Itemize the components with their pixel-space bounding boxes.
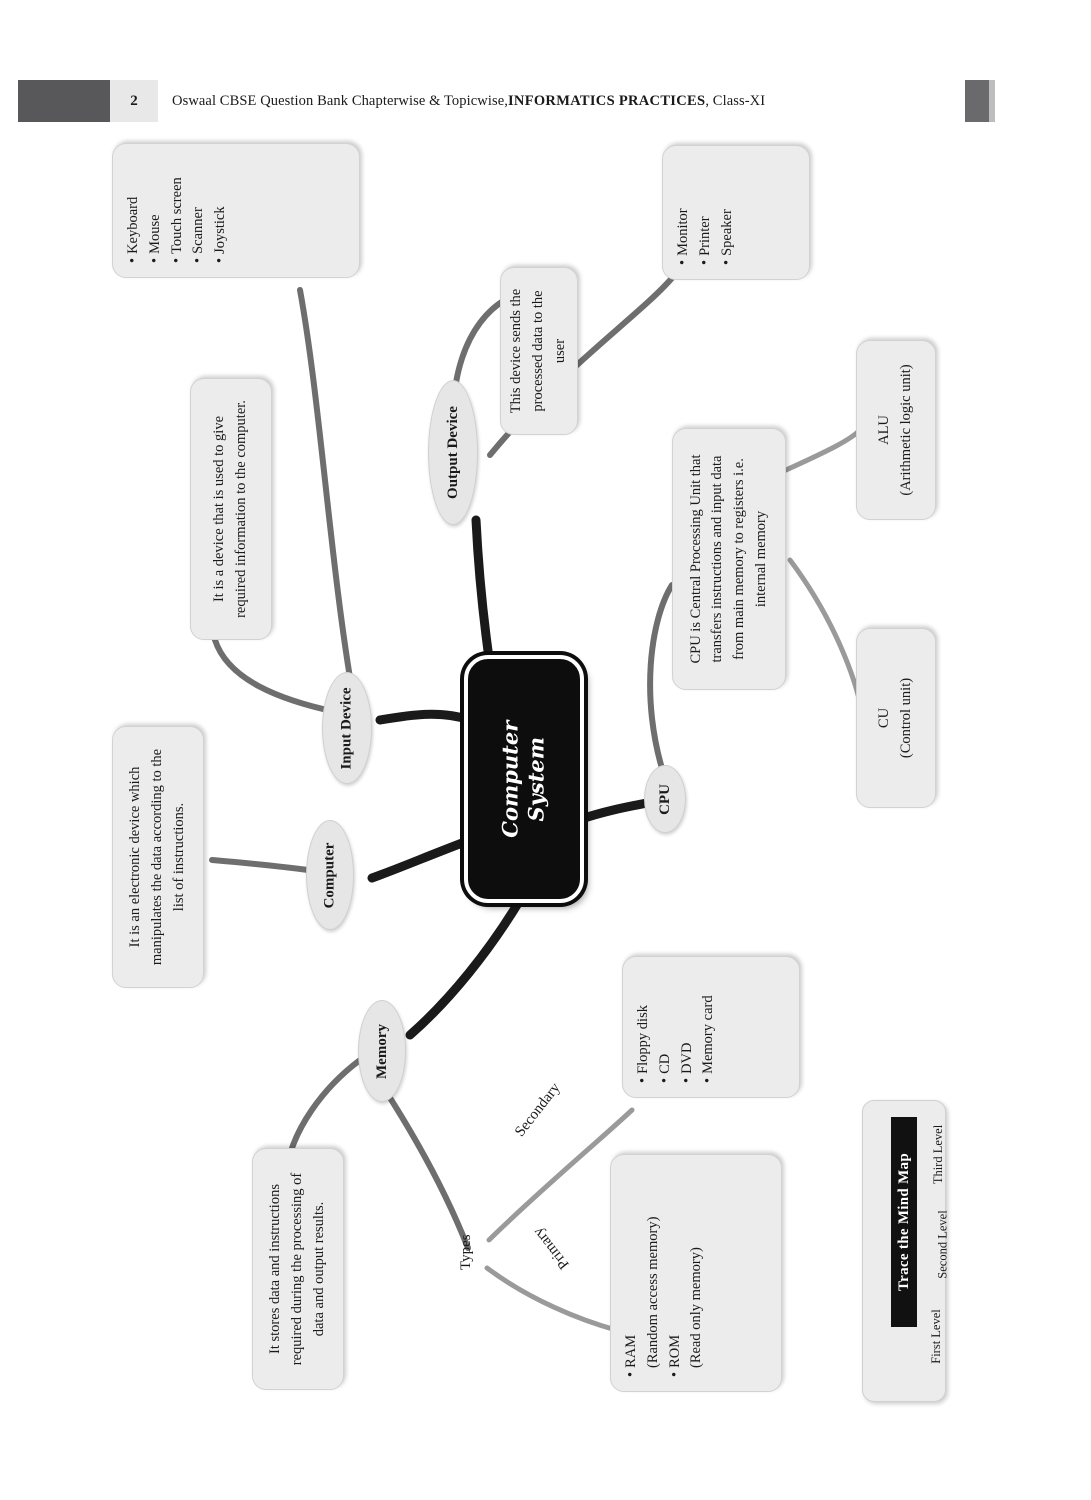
legend-item-second-level-label: Second Level [935, 1210, 950, 1279]
list-item-sub: (Read only memory) [688, 1247, 705, 1368]
memory-secondary-label: Secondary [512, 1080, 564, 1140]
list-item: • Speaker [717, 160, 739, 265]
primary-memory-list [621, 1169, 708, 1377]
branch-output-device[interactable] [428, 380, 478, 525]
list-item: • Floppy disk [633, 971, 655, 1083]
memory-types-label: Types [458, 1234, 474, 1270]
cu-box-wrap [856, 628, 936, 808]
input-devices-list [123, 158, 232, 263]
page-number: 2 [130, 92, 138, 109]
memory-definition-text: It stores data and instructions required during the processing of data and output results. [267, 1172, 327, 1366]
cpu-definition-text: CPU is Central Processing Unit that transfers instructions and input data from main memory to registers i.e. internal memory [687, 454, 769, 664]
mindmap-center-label-wrap [468, 659, 580, 899]
branch-input-device-label: Input Device [338, 686, 355, 770]
header-title-suffix: , Class-XI [705, 92, 766, 109]
branch-input-device[interactable] [322, 672, 372, 784]
list-item: • Memory card [698, 971, 720, 1083]
branch-memory[interactable] [358, 1000, 406, 1102]
header-right-block-2 [989, 80, 995, 122]
computer-definition-box [112, 726, 204, 988]
computer-definition-text: It is an electronic device which manipulates the data according to the list of instructions. [127, 748, 187, 966]
output-definition-wrap [500, 267, 578, 435]
output-devices-box [662, 145, 810, 280]
alu-title: ALU [876, 415, 893, 445]
header-title-bold: INFORMATICS PRACTICES [507, 92, 706, 109]
list-item: • DVD [677, 971, 699, 1083]
input-definition-wrap [190, 378, 272, 640]
alu-box [856, 340, 936, 520]
list-item: • Touch screen [167, 158, 189, 263]
legend-item-third-level-label: Third Level [931, 1124, 946, 1185]
header-left-block [18, 80, 110, 122]
memory-primary-label: Primary [530, 1224, 573, 1272]
input-definition-box [190, 378, 272, 640]
list-item: • RAM [621, 1169, 643, 1377]
list-item: • CD [655, 971, 677, 1083]
list-item: • Mouse [145, 158, 167, 263]
header-title-prefix: Oswaal CBSE Question Bank Chapterwise & Topicwise, [172, 92, 508, 109]
cpu-definition-box [672, 428, 786, 690]
mindmap-center-node [464, 655, 584, 903]
legend-item-third-level [909, 1124, 968, 1185]
output-devices-box-wrap [662, 145, 810, 280]
list-item: • Scanner [188, 158, 210, 263]
list-item-sub: (Random access memory) [644, 1216, 661, 1368]
alu-subtitle: (Arithmetic logic unit) [898, 364, 914, 496]
branch-memory-label: Memory [373, 1023, 390, 1079]
output-definition-box [500, 267, 578, 435]
branch-cpu-label: CPU [656, 783, 673, 815]
list-item: • Keyboard [123, 158, 145, 263]
branch-computer-label: Computer [321, 842, 338, 908]
cu-box [856, 628, 936, 808]
branch-cpu[interactable] [644, 765, 686, 833]
computer-definition-wrap [112, 726, 204, 988]
branch-output-device-label: Output Device [444, 406, 461, 499]
header-right-block [965, 80, 989, 122]
legend-item-first-level [909, 1309, 964, 1364]
output-definition-text: This device sends the processed data to the user [508, 288, 568, 414]
memory-definition-box [252, 1148, 344, 1390]
list-item: • ROM [665, 1169, 687, 1377]
secondary-memory-list [633, 971, 720, 1083]
mindmap-center-label: Computer System [497, 720, 549, 838]
legend-item-first-level-label: First Level [928, 1309, 943, 1364]
list-item: • Joystick [210, 158, 232, 263]
page-header [0, 80, 1091, 122]
memory-definition-wrap [252, 1148, 344, 1390]
legend-item-second-level [909, 1210, 977, 1279]
legend-title: Trace the Mind Map [891, 1117, 917, 1327]
secondary-memory-box-wrap [622, 956, 800, 1098]
cpu-definition-wrap [672, 428, 786, 690]
header-title [172, 80, 765, 122]
alu-box-wrap [856, 340, 936, 520]
cu-title: CU [876, 707, 893, 729]
input-devices-box-wrap [112, 143, 360, 278]
output-devices-list [673, 160, 738, 265]
branch-computer[interactable] [306, 820, 354, 930]
cu-subtitle: (Control unit) [898, 677, 914, 759]
input-definition-text: It is a device that is used to give required information to the computer. [211, 400, 249, 618]
secondary-memory-box [622, 956, 800, 1098]
memory-types-label-wrap [458, 1234, 475, 1270]
legend-panel [862, 1100, 950, 1402]
primary-memory-box [610, 1154, 782, 1392]
page-number-box [110, 80, 158, 122]
input-devices-box [112, 143, 360, 278]
primary-memory-box-wrap [610, 1154, 782, 1392]
list-item: • Printer [695, 160, 717, 265]
list-item: • Monitor [673, 160, 695, 265]
